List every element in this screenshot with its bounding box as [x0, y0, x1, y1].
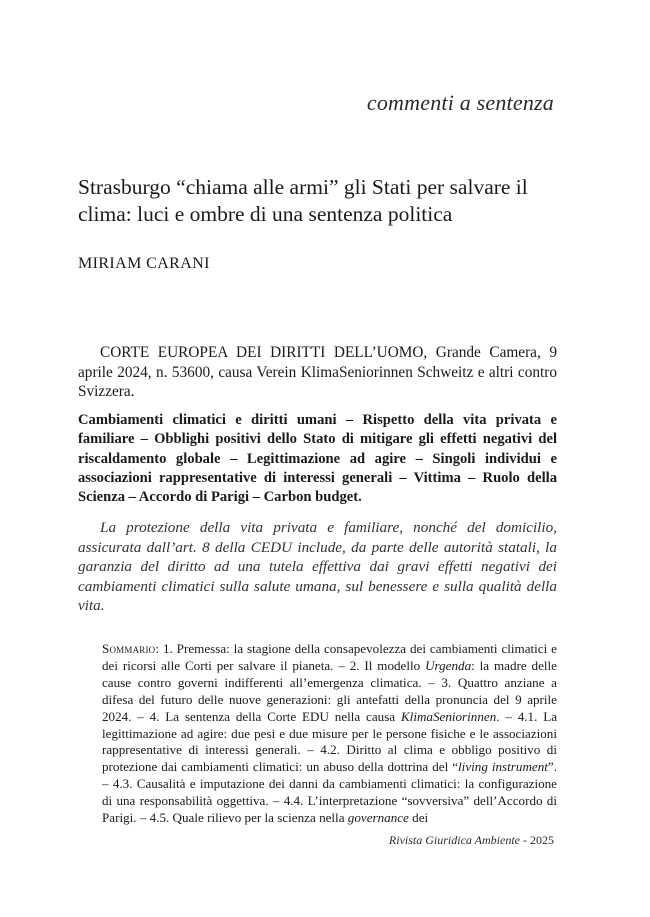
- court-reference: CORTE EUROPEA DEI DIRITTI DELL’UOMO, Grande Camera, 9 aprile 2024, n. 53600, causa Verein KlimaSeniorinnen Schweitz e altri contro Svizzera.: [78, 344, 557, 400]
- section-label: commenti a sentenza: [366, 90, 554, 115]
- summary-label: Sommario: [102, 641, 156, 656]
- summary-italic-1: Urgenda: [425, 657, 472, 673]
- page-footer: [389, 833, 554, 848]
- journal-name: Rivista Giuridica Ambiente: [388, 833, 520, 847]
- summary-italic-3: living instrument: [458, 759, 548, 775]
- maxim-paragraph: La protezione della vita privata e familiare, nonché del domicilio, assicurata dall’art. 8 della CEDU include, da parte delle autorità statali, la garanzia del diritto ad una tutela effettiva dai gravi effetti negativi dei cambiamenti climatici sulla salute umana, sul benessere e sulla qualità della vita.: [78, 519, 557, 614]
- journal-year: 2025: [530, 833, 554, 847]
- summary-text-5: dei: [408, 810, 429, 826]
- summary-text-1: : 1. Premessa: la stagione della consapevolezza dei cambiamenti climatici e dei ricorsi alle Corti per salvare il pianeta. – 2. Il modello: [102, 641, 557, 673]
- footer-separator: -: [520, 833, 530, 847]
- author-name: MIRIAM CARANI: [78, 255, 210, 272]
- summary-italic-2: KlimaSeniorinnen: [400, 708, 497, 724]
- summary-paragraph: [102, 641, 557, 827]
- summary-italic-4: governance: [347, 810, 409, 826]
- article-title: Strasburgo “chiama alle armi” gli Stati per salvare il clima: luci e ombre di una sentenza politica: [78, 175, 528, 226]
- summary-text-3: . – 4.1. La legittimazione ad agire: due pesi e due misure per le persone fisiche e le associazioni rappresentative di interessi generali. – 4.2. Diritto al clima e obbligo positivo di protezione dai cambiamenti climatici: un abuso della dottrina del “: [102, 708, 557, 775]
- summary-text-4: ”. – 4.3. Causalità e imputazione dei danni da cambiamenti climatici: la configurazione di una responsabilità oggettiva. – 4.4. L’interpretazione “sovversiva” dell’Accordo di Parigi. – 4.5. Quale rilievo per la scienza nella: [102, 759, 557, 826]
- keywords-paragraph: Cambiamenti climatici e diritti umani – Rispetto della vita privata e familiare – Obblighi positivi dello Stato di mitigare gli effetti negativi del riscaldamento globale – Legittimazione ad agire – Singoli individui e associazioni rappresentative di interessi generali – Vittima – Ruolo della Scienza – Accordo di Parigi – Carbon budget.: [78, 412, 557, 506]
- summary-text-2: : la madre delle cause contro governi indifferenti all’emergenza climatica. – 3. Quattro anziane a difesa del futuro delle nuove generazioni: gli antefatti della pronuncia del 9 aprile 2024. – 4. La sentenza della Corte EDU nella causa: [102, 657, 557, 724]
